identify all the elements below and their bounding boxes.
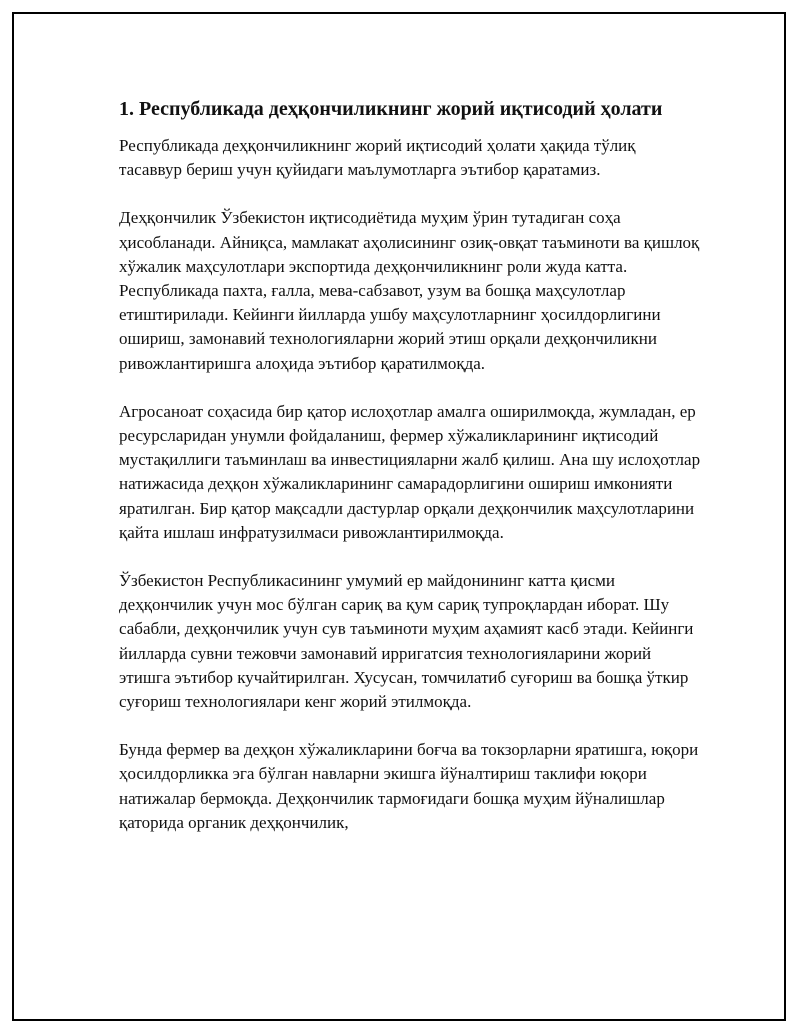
paragraph-farm-directions: Бунда фермер ва деҳқон хўжаликларини боғча ва токзорларни яратишга, юқори ҳосилдорликка эга бўлган навларни экишга йўналтириш таклифи юқори натижалар бермоқда. Деҳқончилик тармоғидаги бошқа муҳим йўналишлар қаторида органик деҳқончилик, <box>119 740 699 832</box>
paragraph-land-water: Ўзбекистон Республикасининг умумий ер майдонининг катта қисми деҳқончилик учун мос бўлган сариқ ва қум сариқ тупроқлардан иборат. Шу сабабли, деҳқончилик учун сув таъминоти муҳим аҳамият касб этади. Кейинги йилларда сувни тежовчи замонавий ирригатсия технологияларини жорий этишга эътибор кучайтирилган. Хусусан, томчилатиб суғориш ва бошқа ўткир суғориш технологиялари кенг жорий этилмоқда. <box>119 571 694 712</box>
document-body <box>119 94 701 859</box>
section-heading: 1. Республикада деҳқончиликнинг жорий иқтисодий ҳолати <box>119 98 663 120</box>
paragraph-agriculture-role: Деҳқончилик Ўзбекистон иқтисодиётида муҳим ўрин тутадиган соҳа ҳисобланади. Айниқса, мамлакат аҳолисининг озиқ-овқат таъминоти ва қишлоқ хўжалик маҳсулотлари экспортида деҳқончиликнинг роли жуда катта. Республикада пахта, ғалла, мева-сабзавот, узум ва бошқа маҳсулотлар етиштирилади. Кейинги йилларда ушбу маҳсулотларнинг ҳосилдорлигини ошириш, замонавий технологияларни жорий этиш орқали деҳқончиликни ривожлантиришга алоҳида эътибор қаратилмоқда. <box>119 208 700 373</box>
page-frame <box>12 12 786 1021</box>
paragraph-intro: Республикада деҳқончиликнинг жорий иқтисодий ҳолати ҳақида тўлиқ тасаввур бериш учун қуйидаги маълумотларга эътибор қаратамиз. <box>119 136 636 180</box>
paragraph-agro-reforms: Агросаноат соҳасида бир қатор ислоҳотлар амалга оширилмоқда, жумладан, ер ресурсларидан унумли фойдаланиш, фермер хўжаликларининг иқтисодий мустақиллиги таъминлаш ва инвестицияларни жалб қилиш. Ана шу ислоҳотлар натижасида деҳқон хўжаликларининг самарадорлигини ошириш имконияти яратилган. Бир қатор мақсадли дастурлар орқали деҳқончилик маҳсулотларини қайта ишлаш инфратузилмаси ривожлантирилмоқда. <box>119 401 701 542</box>
